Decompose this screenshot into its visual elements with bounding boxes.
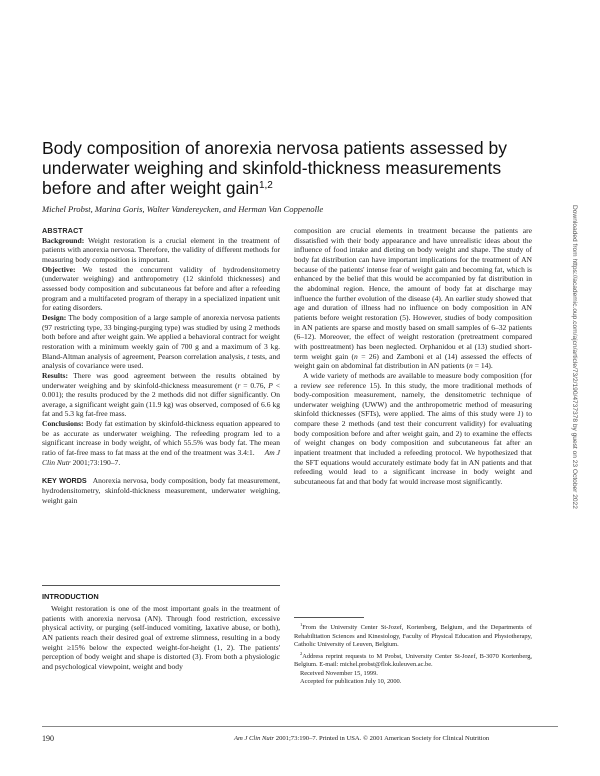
keywords-text: Anorexia nervosa, body composition, body fat measurement, hydrodensitometry, skinfold-thickness measurement, underwater weighing, weight gain [42, 476, 280, 505]
abstract-results [42, 371, 280, 419]
design-label: Design: [42, 312, 67, 322]
footer-divider [42, 726, 558, 727]
footnote-1 [294, 621, 532, 650]
keywords [42, 476, 280, 505]
objective-text: We tested the concurrent validity of hydrodensitometry (underwater weighing) and anthropometry (12 skinfold thicknesses) and assessed body composition and subcutaneous fat before and after a refeeding program and a multifaceted program of therapy in a specialized inpatient unit for eating disorders. [42, 264, 280, 313]
footnote-2 [294, 650, 532, 670]
background-text: Weight restoration is a crucial element in the treatment of patients with anorexia nervosa. Therefore, the validity of different methods for measuring body composition is important. [42, 235, 280, 264]
title-footnote-marker: 1,2 [258, 180, 273, 191]
download-watermark [568, 205, 588, 575]
body-paragraph-1 [294, 226, 532, 371]
p1-text-a: composition are crucial elements in treatment because the patients are dissatisfied with their body appearance and have unrealistic ideas about the influence of food intake and dieting on body weight and shape. The study of body fat distribution can have important implications for the treatment of AN because of the patients' intense fear of weight gain and becoming fat, which is enhanced by the belief that this would be accompanied by fat distribution in the abdominal region. Hence, the amount of body fat at discharge may influence the further evolution of the disease (4). An earlier study showed that age and duration of illness had no influence on body composition in AN patients before weight restoration (5). However, studies of body composition in AN patients are sparse and mostly based on small samples of 6–32 patients (6–12). Moreover, the effect of weight restoration (pretreatment compared with posttreatment) has been neglected. Orphanidou et al (13) studied short-term weight gain ( [294, 226, 532, 361]
footnote-2-text: Address reprint requests to M Probst, University Center St-Jozef, B-3070 Kortenberg, Belgium. E-mail: michel.probst@flok.kuleuven.ac.be. [294, 652, 532, 669]
results-p: P [268, 380, 273, 390]
abstract-design [42, 313, 280, 371]
accepted-date: Accepted for publication July 10, 2000. [300, 678, 402, 686]
footnote-2-marker: 2 [300, 650, 303, 656]
conclusions-label: Conclusions: [42, 419, 84, 429]
introduction-paragraph: Weight restoration is one of the most important goals in the treatment of patients with anorexia nervosa (AN). Through food restriction, excessive physical activity, or purging (self-induced vomiting, laxative abuse, or both), AN patients reach their desired goal of extreme slimness, resulting in a body weight ≥15% below the expected weight-for-height (1, 2). The patients' perception of body weight and shape is distorted (3). From both a physiologic and psychological viewpoint, weight and body [42, 604, 280, 671]
design-t: t [247, 351, 250, 361]
results-label: Results: [42, 370, 68, 380]
page-number: 190 [42, 734, 54, 743]
introduction-heading: INTRODUCTION [42, 592, 99, 601]
footer-journal: Am J Clin Nutr [234, 735, 275, 742]
background-label: Background: [42, 235, 85, 245]
abstract-objective [42, 265, 280, 313]
left-column [42, 226, 280, 505]
p1-text-b: = 26) and Zamboni et al (14) assessed the effects of weight gain on abdominal fat distribution in AN patients ( [294, 351, 532, 371]
article-title [42, 138, 542, 198]
p1-n1: n [354, 351, 358, 361]
download-watermark-text: Downloaded from https://academic.oup.com/ajcn/article/73/2/190/4737378 by guest on 23 October 2022 [571, 205, 578, 509]
right-column [294, 226, 532, 487]
design-text-2: tests, and analysis of covariance were used. [42, 351, 280, 371]
results-r: r [237, 380, 241, 390]
footer-citation-text: 2001;73:190–7. Printed in USA. © 2001 American Society for Clinical Nutrition [274, 735, 490, 742]
abstract-background [42, 236, 280, 265]
keywords-label: KEY WORDS [42, 476, 87, 486]
results-text-2: = 0.76, [240, 380, 269, 390]
p2-one: 1 [517, 409, 521, 419]
p2-text-b: reference 15). In this study, the more traditional methods of body-composition measurement, namely, the densitometric technique of underwater weighing (UWW) and the anthropometric method of measuring skinfold thicknesses (SFTs), were applied. The aims of this study were [294, 380, 533, 419]
author-list: Michel Probst, Marina Goris, Walter Vandereycken, and Herman Van Coppenolle [42, 204, 324, 214]
abstract-journal: Am J Clin Nutr [42, 448, 280, 467]
abstract-heading: ABSTRACT [42, 226, 84, 235]
objective-label: Objective: [42, 264, 76, 274]
results-text-1: There was good agreement between the results obtained by underwater weighing and by skinfold-thickness measurement ( [42, 370, 280, 390]
footnotes [294, 621, 532, 687]
abstract-conclusions [42, 419, 280, 467]
conclusions-text: Body fat estimation by skinfold-thickness equation appeared to be as accurate as underwater weighing. The refeeding program led to a significant increase in body weight, of which 55.5% was body fat. The mean ratio of fat-free mass to fat mass at the end of the treatment was 3.4:1. [42, 419, 280, 458]
footnote-1-text: From the University Center St-Jozef, Kortenberg, Belgium, and the Departments of Rehabilitation Sciences and Kinesiology, Faculty of Physical Education and Physiotherapy, Catholic University of Leuven, Belgium. [294, 624, 532, 649]
body-paragraph-2 [294, 371, 532, 487]
p1-text-c: = 14). [472, 361, 493, 371]
received-date: Received November 15, 1999. [300, 669, 378, 677]
design-text-1: The body composition of a large sample of anorexia nervosa patients (97 restricting type, 33 binging-purging type) was studied by using 2 methods both before and after weight gain. We applied a behavioral contract for weight restoration with a minimum weekly gain of 700 g and a maximum of 3 kg. Bland-Altman analysis of agreement, Pearson correlation analysis, [42, 312, 280, 361]
p2-text-a: A wide variety of methods are available to measure body composition (for a review [294, 370, 532, 390]
footer-citation [234, 735, 489, 742]
results-text-3: < 0.001); the results produced by the 2 methods did not differ significantly. On average, a significant weight gain (11.9 kg) was observed, composed of 6.6 kg fat and 5.3 kg fat-free mass. [42, 380, 280, 419]
footnote-divider [294, 617, 364, 618]
p2-see: see [324, 380, 335, 390]
title-text: Body composition of anorexia nervosa patients assessed by underwater weighing and skinfold-thickness measurements before and after weight gain [42, 138, 507, 198]
abstract-journal-ref: 2001;73:190–7. [72, 457, 121, 467]
footnote-1-marker: 1 [300, 622, 303, 627]
abstract-divider [42, 585, 280, 586]
p1-n2: n [469, 361, 473, 371]
p2-text-c: ) to compare these 2 methods (and test their concurrent validity) for evaluating body composition before and after weight gain, and 2) to examine the effects of weight changes on body composition and subcutaneous fat after an inpatient treatment that included a refeeding protocol. We hypothesized that the SFT equations would accurately estimate body fat in AN patients and that refeeding would lead to a significant increase in body weight and subcutaneous fat and that body fat would increase most significantly. [294, 409, 532, 487]
